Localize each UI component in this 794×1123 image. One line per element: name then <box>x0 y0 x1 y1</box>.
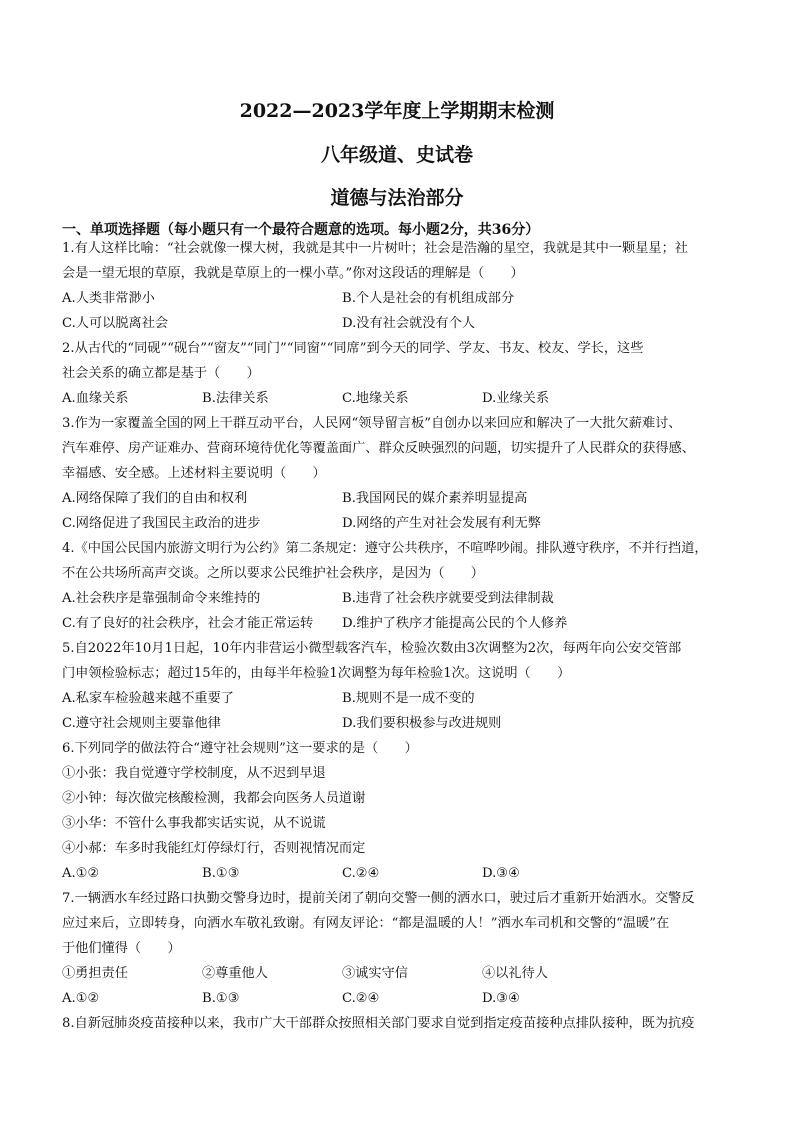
question-7-item-1: ①勇担责任 <box>62 966 128 981</box>
question-3-stem-line-3: 幸福感、安全感。上述材料主要说明（ ） <box>62 466 326 481</box>
question-3-stem-line-2: 汽车难停、房产证难办、营商环境待优化等覆盖面广、群众反映强烈的问题，切实提升了人民群众的获得感、 <box>62 441 695 456</box>
question-7-option-c: C.②④ <box>342 991 380 1006</box>
question-6-option-d: D.③④ <box>482 866 520 881</box>
question-6-stem-line-1: 6.下列同学的做法符合“遵守社会规则”这一要求的是（ ） <box>62 741 418 756</box>
question-5-option-c: C.遵守社会规则主要靠他律 <box>62 716 221 731</box>
question-2-option-a: A.血缘关系 <box>62 391 129 406</box>
question-4-option-d: D.维护了秩序才能提高公民的个人修养 <box>342 616 568 631</box>
question-6-item-4: ④小郝：车多时我能红灯停绿灯行，否则视情况而定 <box>62 841 366 856</box>
question-1-option-b: B.个人是社会的有机组成部分 <box>342 291 515 306</box>
question-1-option-d: D.没有社会就没有个人 <box>342 316 475 331</box>
question-6-item-3: ③小华：不管什么事我都实话实说，从不说谎 <box>62 816 326 831</box>
question-5-option-b: B.规则不是一成不变的 <box>342 691 475 706</box>
question-4-option-b: B.违背了社会秩序就要受到法律制裁 <box>342 591 554 606</box>
question-6-option-c: C.②④ <box>342 866 380 881</box>
question-5-stem-line-2: 门申领检验标志；超过15年的，由每半年检验1次调整为每年检验1次。这说明（ ） <box>62 666 571 681</box>
question-3-option-c: C.网络促进了我国民主政治的进步 <box>62 516 261 531</box>
question-7-option-a: A.①② <box>62 991 100 1006</box>
question-4-option-a: A.社会秩序是靠强制命令来维持的 <box>62 591 261 606</box>
question-2-option-b: B.法律关系 <box>202 391 269 406</box>
question-1-stem-line-2: 会是一望无垠的草原，我就是草原上的一棵小草。”你对这段话的理解是（ ） <box>62 266 524 281</box>
question-6-option-b: B.①③ <box>202 866 240 881</box>
question-7-stem-line-1: 7.一辆洒水车经过路口执勤交警身边时，提前关闭了朝向交警一侧的洒水口，驶过后才重新开始洒水。交警反 <box>62 891 695 906</box>
question-1-option-a: A.人类非常渺小 <box>62 291 155 306</box>
question-6-option-a: A.①② <box>62 866 100 881</box>
question-2-stem-line-2: 社会关系的确立都是基于（ ） <box>62 366 260 381</box>
question-2-option-d: D.业缘关系 <box>482 391 550 406</box>
question-7-item-4: ④以礼待人 <box>482 966 548 981</box>
question-2-option-c: C.地缘关系 <box>342 391 409 406</box>
question-3-option-d: D.网络的产生对社会发展有利无弊 <box>342 516 541 531</box>
section-heading: 一、单项选择题（每小题只有一个最符合题意的选项。每小题2分，共36分） <box>62 222 540 238</box>
question-1-stem-line-1: 1.有人这样比喻：“社会就像一棵大树，我就是其中一片树叶；社会是浩瀚的星空，我就是其中一颗星星；社 <box>62 241 688 256</box>
question-7-item-3: ③诚实守信 <box>342 966 408 981</box>
question-5-stem-line-1: 5.自2022年10月1日起，10年内非营运小微型载客汽车，检验次数由3次调整为2次，每两年向公安交管部 <box>62 641 682 656</box>
question-7-option-b: B.①③ <box>202 991 240 1006</box>
question-1-option-c: C.人可以脱离社会 <box>62 316 169 331</box>
question-3-option-a: A.网络保障了我们的自由和权利 <box>62 491 248 506</box>
question-4-option-c: C.有了良好的社会秩序，社会才能正常运转 <box>62 616 314 631</box>
question-8-stem-line-1: 8.自新冠肺炎疫苗接种以来，我市广大干部群众按照相关部门要求自觉到指定疫苗接种点排队接种，既为抗疫 <box>62 1016 695 1031</box>
question-6-item-2: ②小钟：每次做完核酸检测，我都会向医务人员道谢 <box>62 791 366 806</box>
question-5-option-d: D.我们要积极参与改进规则 <box>342 716 502 731</box>
question-4-stem-line-2: 不在公共场所高声交谈。之所以要求公民维护社会秩序，是因为（ ） <box>62 566 484 581</box>
question-3-stem-line-1: 3.作为一家覆盖全国的网上干群互动平台，人民网“领导留言板”自创办以来回应和解决了一大批欠薪难讨、 <box>62 416 682 431</box>
question-3-option-b: B.我国网民的媒介素养明显提高 <box>342 491 528 506</box>
question-5-option-a: A.私家车检验越来越不重要了 <box>62 691 234 706</box>
question-7-item-2: ②尊重他人 <box>202 966 268 981</box>
question-7-stem-line-2: 应过来后，立即转身，向洒水车敬礼致谢。有网友评论：“都是温暖的人！”洒水车司机和交警的“温暖”在 <box>62 916 670 931</box>
exam-title: 2022—2023学年度上学期期末检测 <box>239 100 555 122</box>
question-6-item-1: ①小张：我自觉遵守学校制度，从不迟到早退 <box>62 766 326 781</box>
exam-subtitle: 八年级道、史试卷 <box>320 144 473 166</box>
question-4-stem-line-1: 4.《中国公民国内旅游文明行为公约》第二条规定：遵守公共秩序，不喧哗吵闹。排队遵守秩序，不并行挡道， <box>62 541 708 556</box>
question-7-option-d: D.③④ <box>482 991 520 1006</box>
part-title: 道德与法治部分 <box>330 187 464 209</box>
question-7-stem-line-3: 于他们懂得（ ） <box>62 941 181 956</box>
question-2-stem-line-1: 2.从古代的“同砚”“砚台”“窗友”“同门”“同窗”“同席”到今天的同学、学友、书友、校友、学长，这些 <box>62 341 644 356</box>
